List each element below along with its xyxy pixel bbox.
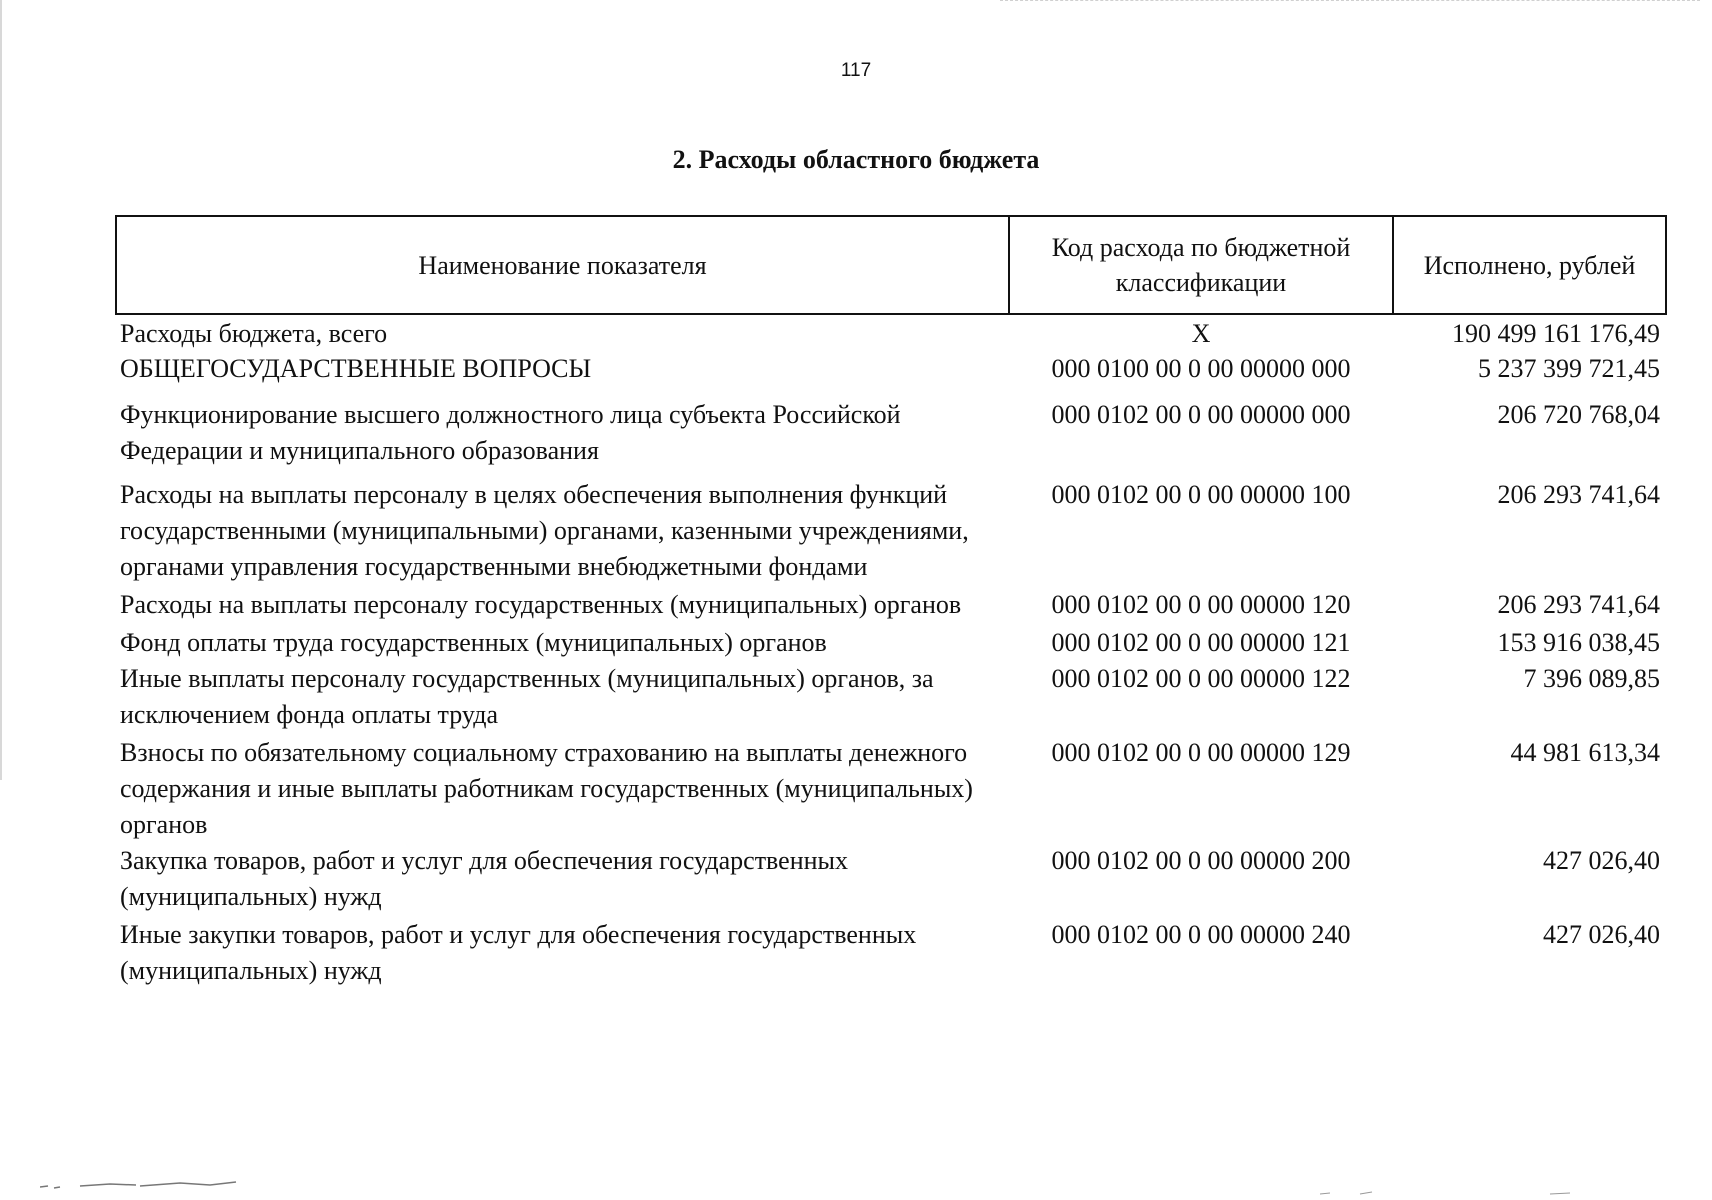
- table-row: [116, 314, 1666, 351]
- scan-noise-left: [40, 1180, 260, 1190]
- row-sum: 206 293 741,64: [1497, 480, 1660, 509]
- table-body: [116, 314, 1666, 989]
- table-row: [116, 735, 1666, 843]
- row-name: Иные выплаты персоналу государственных (муниципальных) органов, за исключением фонда оплаты труда: [120, 664, 934, 729]
- header-indicator-name: Наименование показателя: [116, 216, 1009, 314]
- page-title: 2. Расходы областного бюджета: [672, 145, 1040, 174]
- row-name: Иные закупки товаров, работ и услуг для обеспечения государственных (муниципальных) нужд: [120, 920, 917, 985]
- row-name: Расходы на выплаты персоналу государственных (муниципальных) органов: [120, 590, 962, 619]
- row-name: Расходы на выплаты персоналу в целях обеспечения выполнения функций государственными (муниципальными) органами, казенными учреждениями, органами управления государственными внебюджетными фондами: [120, 480, 969, 581]
- scan-left-edge: [0, 0, 2, 780]
- scan-noise-right: [1320, 1190, 1580, 1196]
- row-sum: 7 396 089,85: [1523, 664, 1660, 693]
- row-sum: 206 293 741,64: [1497, 590, 1660, 619]
- row-name: Функционирование высшего должностного лица субъекта Российской Федерации и муниципального образования: [120, 400, 901, 465]
- table-header: [116, 216, 1666, 314]
- header-budget-code: Код расхода по бюджетной классификации: [1009, 216, 1393, 314]
- row-code: 000 0102 00 0 00 00000 120: [1051, 590, 1351, 619]
- row-code: X: [1191, 319, 1211, 348]
- expenses-table: [115, 215, 1667, 989]
- table-row: [116, 625, 1666, 661]
- row-name: Расходы бюджета, всего: [120, 319, 388, 348]
- row-sum: 427 026,40: [1543, 920, 1660, 949]
- row-code: 000 0100 00 0 00 00000 000: [1051, 354, 1351, 383]
- page-number: 117: [840, 60, 872, 81]
- scan-top-edge: [1000, 0, 1700, 2]
- row-name: Фонд оплаты труда государственных (муниципальных) органов: [120, 628, 827, 657]
- table-row: [116, 843, 1666, 917]
- row-sum: 153 916 038,45: [1497, 628, 1660, 657]
- header-executed-amount: Исполнено, рублей: [1393, 216, 1666, 314]
- row-sum: 206 720 768,04: [1497, 400, 1660, 429]
- table-row: [116, 661, 1666, 735]
- expenses-table-container: [115, 215, 1665, 989]
- row-code: 000 0102 00 0 00 00000 000: [1051, 400, 1351, 429]
- row-name: Закупка товаров, работ и услуг для обеспечения государственных (муниципальных) нужд: [120, 846, 849, 911]
- row-sum: 44 981 613,34: [1510, 738, 1660, 767]
- table-row: [116, 917, 1666, 989]
- table-row: [116, 587, 1666, 625]
- table-row: [116, 351, 1666, 397]
- row-code: 000 0102 00 0 00 00000 122: [1051, 664, 1351, 693]
- row-sum: 5 237 399 721,45: [1478, 354, 1660, 383]
- row-name: Взносы по обязательному социальному страхованию на выплаты денежного содержания и иные выплаты работникам государственных (муниципальных) органов: [120, 738, 973, 839]
- row-code: 000 0102 00 0 00 00000 240: [1051, 920, 1351, 949]
- row-code: 000 0102 00 0 00 00000 121: [1051, 628, 1351, 657]
- row-sum: 427 026,40: [1543, 846, 1660, 875]
- row-name: ОБЩЕГОСУДАРСТВЕННЫЕ ВОПРОСЫ: [120, 354, 592, 383]
- row-code: 000 0102 00 0 00 00000 200: [1051, 846, 1351, 875]
- row-code: 000 0102 00 0 00 00000 129: [1051, 738, 1351, 767]
- table-row: [116, 477, 1666, 587]
- table-row: [116, 397, 1666, 477]
- row-code: 000 0102 00 0 00 00000 100: [1051, 480, 1351, 509]
- row-sum: 190 499 161 176,49: [1452, 319, 1660, 348]
